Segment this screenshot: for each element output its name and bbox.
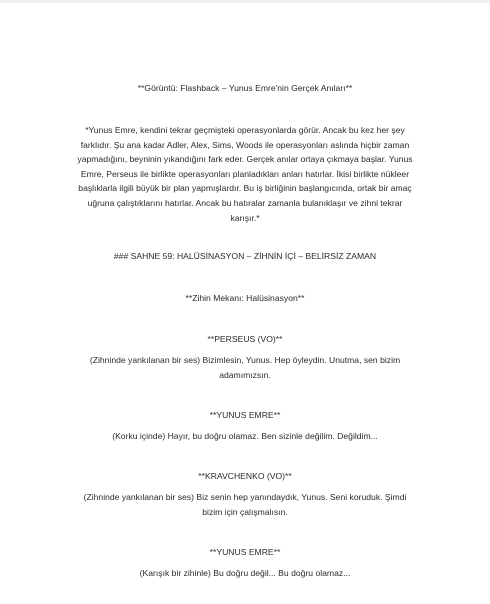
speaker-kravchenko: **KRAVCHENKO (VO)** (198, 471, 292, 481)
flashback-note-text: **Görüntü: Flashback – Yunus Emre'nin Gerçek Anıları** (137, 83, 353, 93)
description-line: başlıklarla ilgili büyük bir plan yapmışlardır. Bu iş birliğinin başlangıcında, ortak bir amaç (78, 183, 412, 194)
speaker-name (40, 545, 450, 560)
dialogue-line: (Zihninde yankılanan bir ses) Bizimlesin, Yunus. Hep öyleydin. Unutma, sen bizim (89, 355, 401, 365)
description-line: *Yunus Emre, kendini tekrar geçmişteki operasyonlarda görür. Ancak bu kez her şey (85, 125, 405, 135)
dialogue-block (40, 490, 450, 519)
location-note-text: **Zihin Mekanı: Halüsinasyon** (185, 293, 305, 303)
description-line: uğruna çalıştıklarını hatırlar. Ancak bu hatıralar zamanla bulanıklaşır ve zihni tekrar (87, 197, 403, 208)
scene-heading (40, 249, 450, 264)
speaker-yunus-emre: **YUNUS EMRE** (209, 410, 281, 420)
description-line: karışır.* (230, 212, 260, 223)
page-top-divider (0, 0, 490, 3)
dialogue-line: (Korku içinde) Hayır, bu doğru olamaz. Ben sizinle değilim. Değildim... (112, 431, 378, 441)
dialogue-block (40, 353, 450, 382)
description-line: farklıdır. Şu ana kadar Adler, Alex, Sims, Woods ile operasyonları aslında hiçbir zaman (80, 139, 410, 150)
speaker-yunus-emre: **YUNUS EMRE** (209, 547, 281, 557)
description-line: yapmadığını, beyninin yıkandığını fark eder. Gerçek anılar ortaya çıkmaya başlar. Yunus (77, 154, 413, 165)
flashback-description (40, 123, 450, 225)
speaker-perseus: **PERSEUS (VO)** (207, 334, 283, 344)
dialogue-block (40, 429, 450, 444)
dialogue-line: adamımızsın. (219, 369, 271, 380)
description-line: Emre, Perseus ile birlikte operasyonları planladıkları anları hatırlar. İkisi birlikte nükleer (80, 168, 410, 179)
speaker-name (40, 408, 450, 423)
scene-heading-text: ### SAHNE 59: HALÜSİNASYON – ZİHNİN İÇİ – BELİRSİZ ZAMAN (113, 251, 377, 261)
dialogue-line: bizim için çalışmalısın. (202, 506, 288, 517)
location-note (40, 291, 450, 306)
dialogue-line: (Zihninde yankılanan bir ses) Biz senin hep yanındaydık, Yunus. Seni koruduk. Şimdi (83, 492, 407, 502)
dialogue-line: (Karışık bir zihinle) Bu doğru değil... Bu doğru olamaz... (139, 568, 351, 578)
speaker-name (40, 332, 450, 347)
dialogue-block (40, 566, 450, 581)
flashback-note (40, 81, 450, 96)
speaker-name (40, 469, 450, 484)
